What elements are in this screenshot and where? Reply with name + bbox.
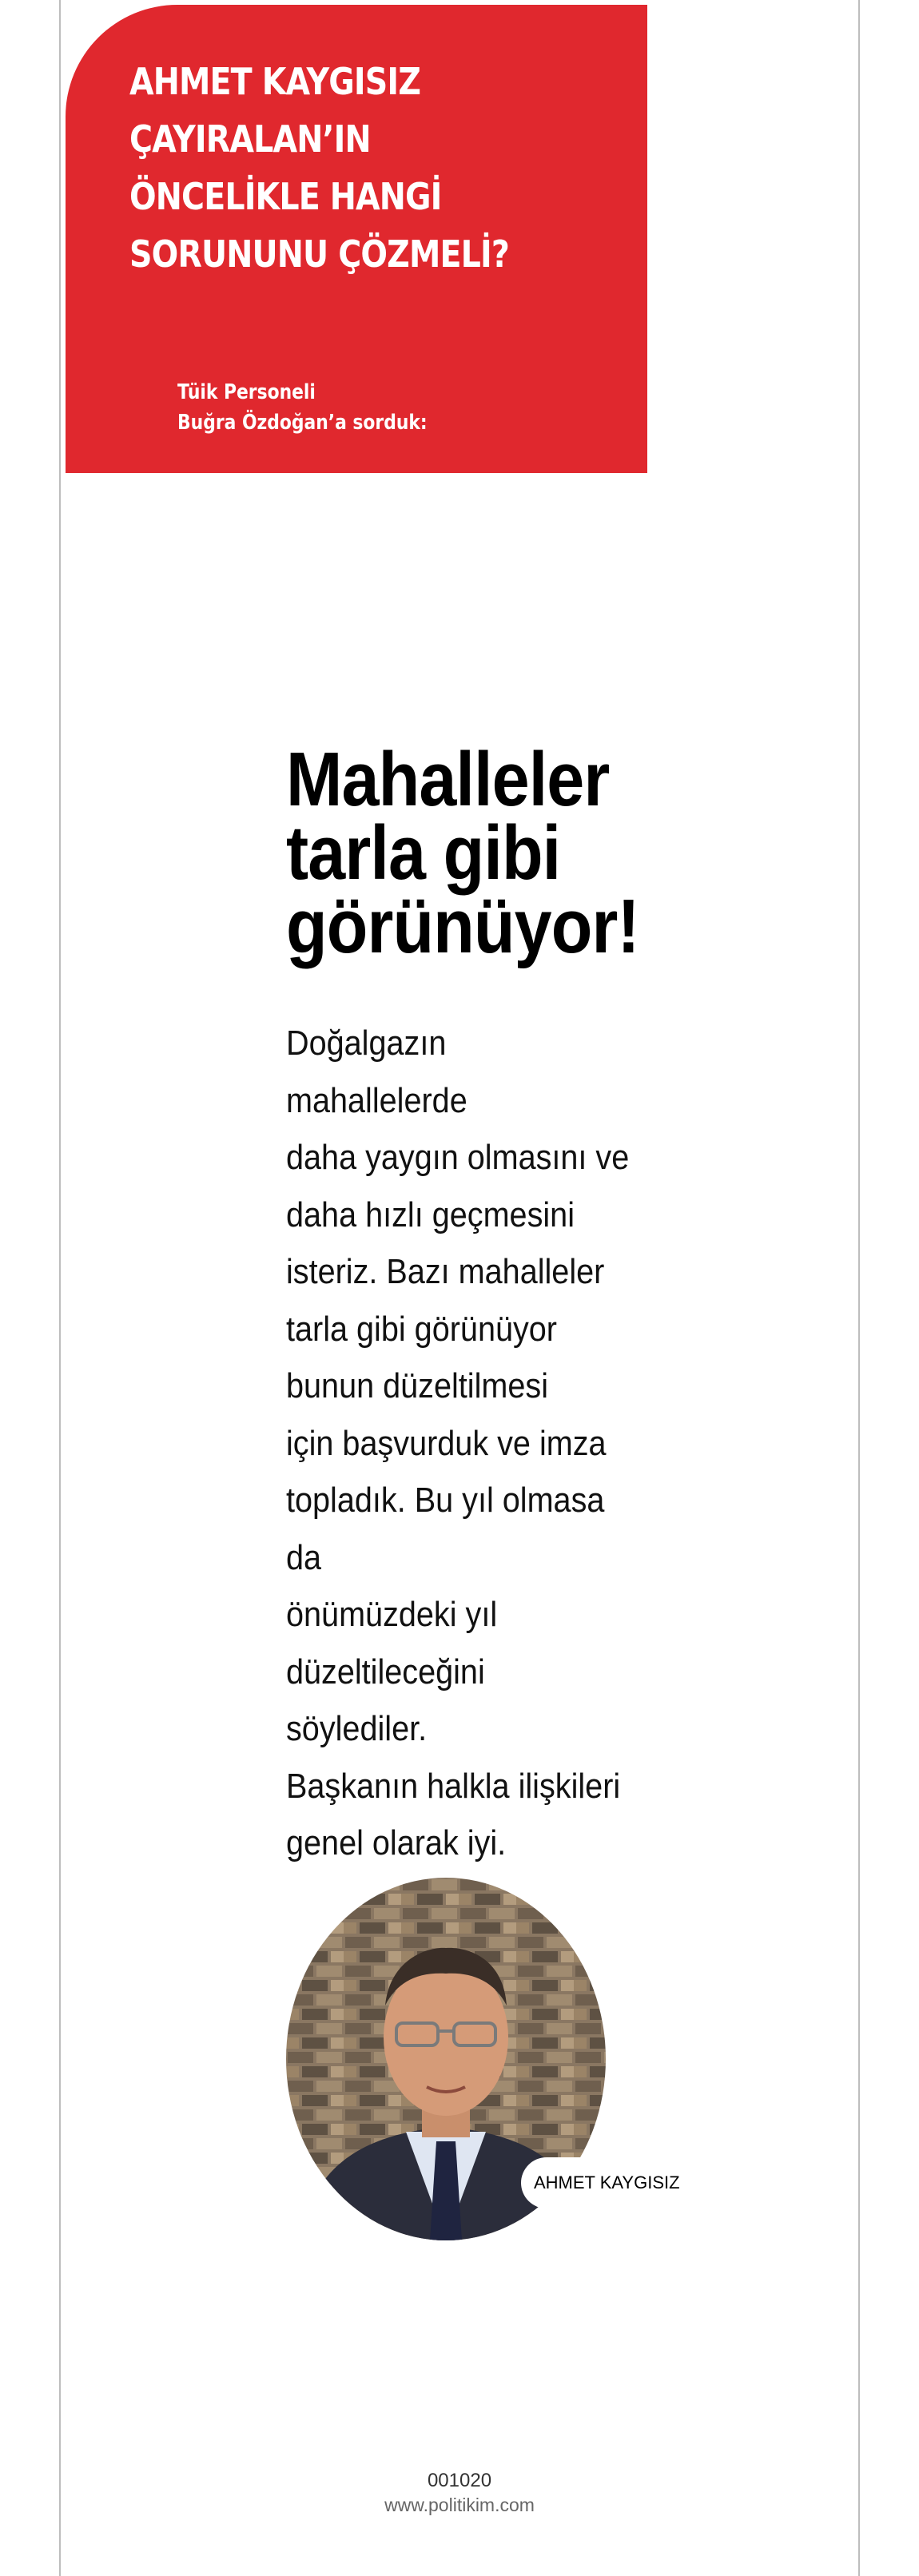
header-subtitle-line: Tüik Personeli <box>177 380 316 404</box>
header-title-line: ÇAYIRALAN’IN <box>129 117 371 161</box>
body-line: tarla gibi görünüyor <box>286 1309 558 1349</box>
article-headline <box>286 737 639 969</box>
header-question-title <box>129 53 542 283</box>
body-line: topladık. Bu yıl olmasa <box>286 1481 605 1520</box>
website-link[interactable]: www.politikim.com <box>384 2495 535 2515</box>
body-line: Başkanın halkla ilişkileri <box>286 1766 621 1806</box>
body-line: söylediler. <box>286 1709 428 1748</box>
header-title-line: ÖNCELİKLE HANGİ <box>129 175 442 218</box>
body-line: düzeltileceğini <box>286 1652 485 1691</box>
page-code: 001020 <box>427 2470 492 2491</box>
header-subtitle <box>177 377 428 438</box>
right-margin-rule <box>858 0 860 2576</box>
body-line: isteriz. Bazı mahalleler <box>286 1252 605 1291</box>
article-body <box>286 1015 629 1872</box>
portrait-name-tag <box>521 2157 706 2208</box>
body-line: da <box>286 1537 322 1577</box>
portrait-name-label: AHMET KAYGISIZ <box>534 2173 680 2192</box>
body-line: bunun düzeltilmesi <box>286 1366 549 1405</box>
headline-line: tarla gibi <box>286 810 561 896</box>
left-margin-rule <box>59 0 61 2576</box>
header-title-line: SORUNUNU ÇÖZMELİ? <box>129 233 509 276</box>
headline-line: Mahalleler <box>286 737 610 822</box>
header-title-line: AHMET KAYGISIZ <box>129 60 421 103</box>
body-line: daha yaygın olmasını ve <box>286 1138 630 1177</box>
body-line: Doğalgazın <box>286 1024 447 1063</box>
header-subtitle-line: Buğra Özdoğan’a sorduk: <box>177 411 428 435</box>
body-line: genel olarak iyi. <box>286 1823 507 1862</box>
body-line: mahallelerde <box>286 1080 467 1120</box>
body-line: önümüzdeki yıl <box>286 1595 498 1634</box>
body-line: daha hızlı geçmesini <box>286 1195 575 1234</box>
headline-line: görünüyor! <box>286 884 639 969</box>
body-line: için başvurduk ve imza <box>286 1423 607 1463</box>
page-footer <box>0 2469 919 2517</box>
